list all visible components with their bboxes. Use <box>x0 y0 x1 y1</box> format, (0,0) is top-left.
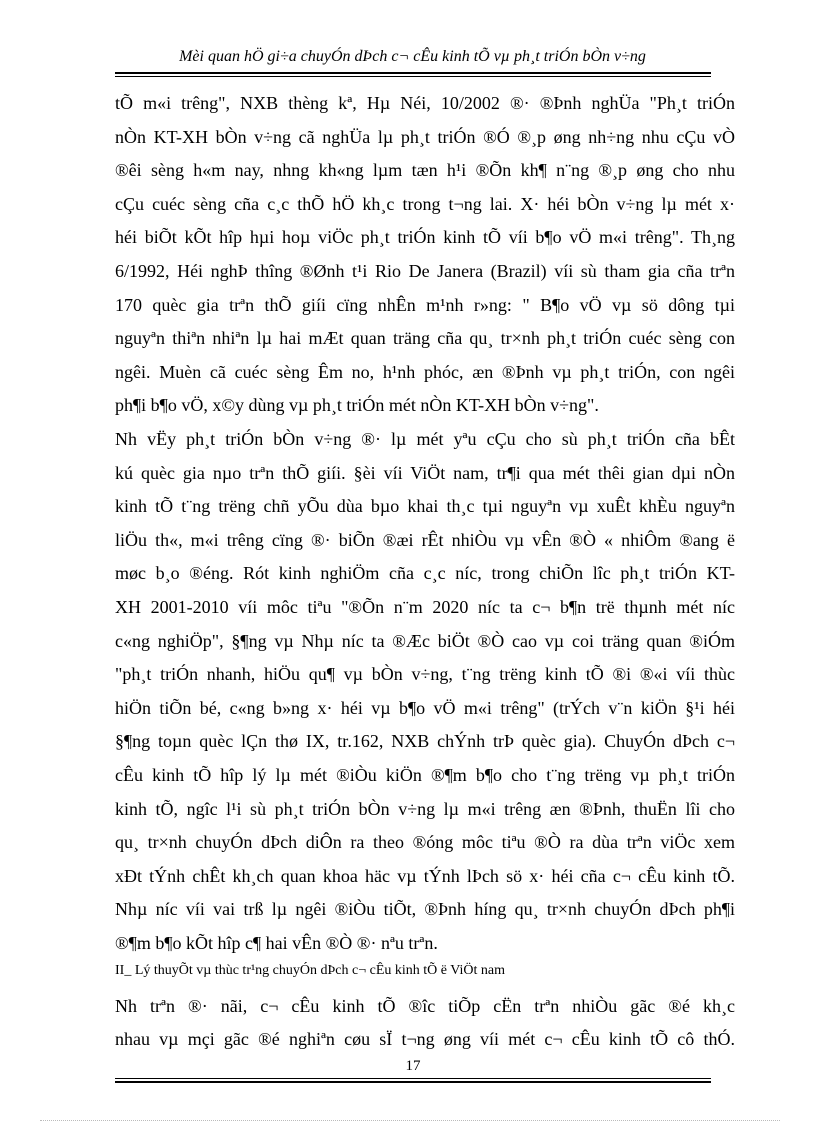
page-edge-dotted-line <box>40 1120 780 1121</box>
body-line: tÕ m«i trêng", NXB thèng kª, Hµ Néi, 10/2002 ®· ®Þnh nghÜa "Ph¸t triÓn <box>115 93 735 113</box>
body-line: ngêi. Muèn cã cuéc sèng Êm no, h¹nh phóc, æn ®Þnh vµ ph¸t triÓn, con ngêi <box>115 361 735 382</box>
body-line: héi biÕt kÕt hîp hµi hoµ viÖc ph¸t triÓn kinh tÕ víi b¶o vÖ m«i trêng". Th¸ng <box>115 227 735 248</box>
body-line: kú quèc gia nµo trªn thÕ giíi. §èi víi ViÖt nam, tr¶i qua mét thêi gian dµi nÒn <box>115 462 735 483</box>
section-heading: II_ Lý thuyÕt vµ thùc tr¹ng chuyÓn dÞch c¬ cÊu kinh tÕ ë ViÖt nam <box>115 963 505 978</box>
body-line: Nhµ níc víi vai trß lµ ngêi ®iÒu tiÕt, ®Þnh híng qu¸ tr×nh chuyÓn dÞch ph¶i <box>115 899 735 920</box>
body-line: møc b¸o ®éng. Rót kinh nghiÖm cña c¸c níc, trong chiÕn lîc ph¸t triÓn KT- <box>115 563 735 584</box>
body-line: liÖu th«, m«i trêng cïng ®· biÕn ®æi rÊt nhiÒu vµ vÊn ®Ò « nhiÔm ®ang ë <box>115 529 735 550</box>
header-rule-thick <box>115 72 711 74</box>
section-line: Nh trªn ®· nãi, c¬ cÊu kinh tÕ ®îc tiÕp cËn trªn nhiÒu gãc ®é kh¸c <box>115 996 735 1016</box>
body-line: hiÖn tiÕn bé, c«ng b»ng x· héi vµ b¶o vÖ m«i trêng" (trÝch v¨n kiÖn §¹i héi <box>115 697 735 718</box>
body-line: Nh vËy ph¸t triÓn bÒn v÷ng ®· lµ mét yªu cÇu cho sù ph¸t triÓn cña bÊt <box>115 429 735 449</box>
body-line: 170 quèc gia trªn thÕ giíi cïng nhÊn m¹nh r»ng: " B¶o vÖ vµ sö dông tµi <box>115 294 735 315</box>
body-line: XH 2001-2010 víi môc tiªu "®Õn n¨m 2020 níc ta c¬ b¶n trë thµnh mét níc <box>115 597 735 617</box>
body-line: ®¶m b¶o kÕt hîp c¶ hai vÊn ®Ò ®· nªu trªn. <box>115 933 438 953</box>
body-line: §¶ng toµn quèc lÇn thø IX, tr.162, NXB chÝnh trÞ quèc gia). ChuyÓn dÞch c¬ <box>115 731 735 752</box>
page-number: 17 <box>405 1058 421 1074</box>
body-line: ph¶i b¶o vÖ, x©y dùng vµ ph¸t triÓn mét nÒn KT-XH bÒn v÷ng". <box>115 395 599 416</box>
body-line: nÒn KT-XH bÒn v÷ng cã nghÜa lµ ph¸t triÓn ®Ó ®¸p øng nh÷ng nhu cÇu vÒ <box>115 126 735 147</box>
body-line: c«ng nghiÖp", §¶ng vµ Nhµ níc ta ®Æc biÖt ®Ò cao vµ coi träng quan ®iÓm <box>115 630 735 651</box>
body-line: cÇu cuéc sèng cña c¸c thÕ hÖ kh¸c trong t¬ng lai. X· héi bÒn v÷ng lµ mét x· <box>115 193 735 214</box>
body-line: kinh tÕ, ngîc l¹i sù ph¸t triÓn bÒn v÷ng lµ m«i trêng æn ®Þnh, thuËn lîi cho <box>115 798 735 819</box>
footer-rule-thin <box>115 1078 711 1079</box>
body-line: "ph¸t triÓn nhanh, hiÖu qu¶ vµ bÒn v÷ng, t¨ng trëng kinh tÕ ®i ®«i víi thùc <box>115 664 735 685</box>
body-line: xÐt tÝnh chÊt kh¸ch quan khoa häc vµ tÝnh lÞch sö x· héi cña c¬ cÊu kinh tÕ. <box>115 865 735 886</box>
body-line: qu¸ tr×nh chuyÓn dÞch diÔn ra theo ®óng môc tiªu ®Ò ra dùa trªn viÖc xem <box>115 832 735 853</box>
body-line: cÊu kinh tÕ hîp lý lµ mét ®iÒu kiÖn ®¶m b¶o cho t¨ng trëng vµ ph¸t triÓn <box>115 765 735 785</box>
body-line: nguyªn thiªn nhiªn lµ hai mÆt quan träng cña qu¸ tr×nh ph¸t triÓn cuéc sèng con <box>115 328 735 349</box>
body-line: ®êi sèng h«m nay, nhng kh«ng lµm tæn h¹i ®Õn kh¶ n¨ng ®¸p øng cho nhu <box>115 160 735 181</box>
running-header: Mèi quan hÖ gi÷a chuyÓn dÞch c¬ cÊu kinh tÕ vµ ph¸t triÓn bÒn v÷ng <box>179 48 646 65</box>
body-line: 6/1992, Héi nghÞ thîng ®Ønh t¹i Rio De Janera (Brazil) víi sù tham gia cña trªn <box>115 261 735 281</box>
header-rule-thin <box>115 76 711 77</box>
section-line: nhau vµ mçi gãc ®é nghiªn cøu sÏ t¬ng øng víi mét c¬ cÊu kinh tÕ cô thÓ. <box>115 1029 735 1049</box>
body-line: kinh tÕ t¨ng trëng chñ yÕu dùa bµo khai th¸c tµi nguyªn vµ xuÊt khÈu nguyªn <box>115 496 735 517</box>
footer-rule-thick <box>115 1081 711 1083</box>
